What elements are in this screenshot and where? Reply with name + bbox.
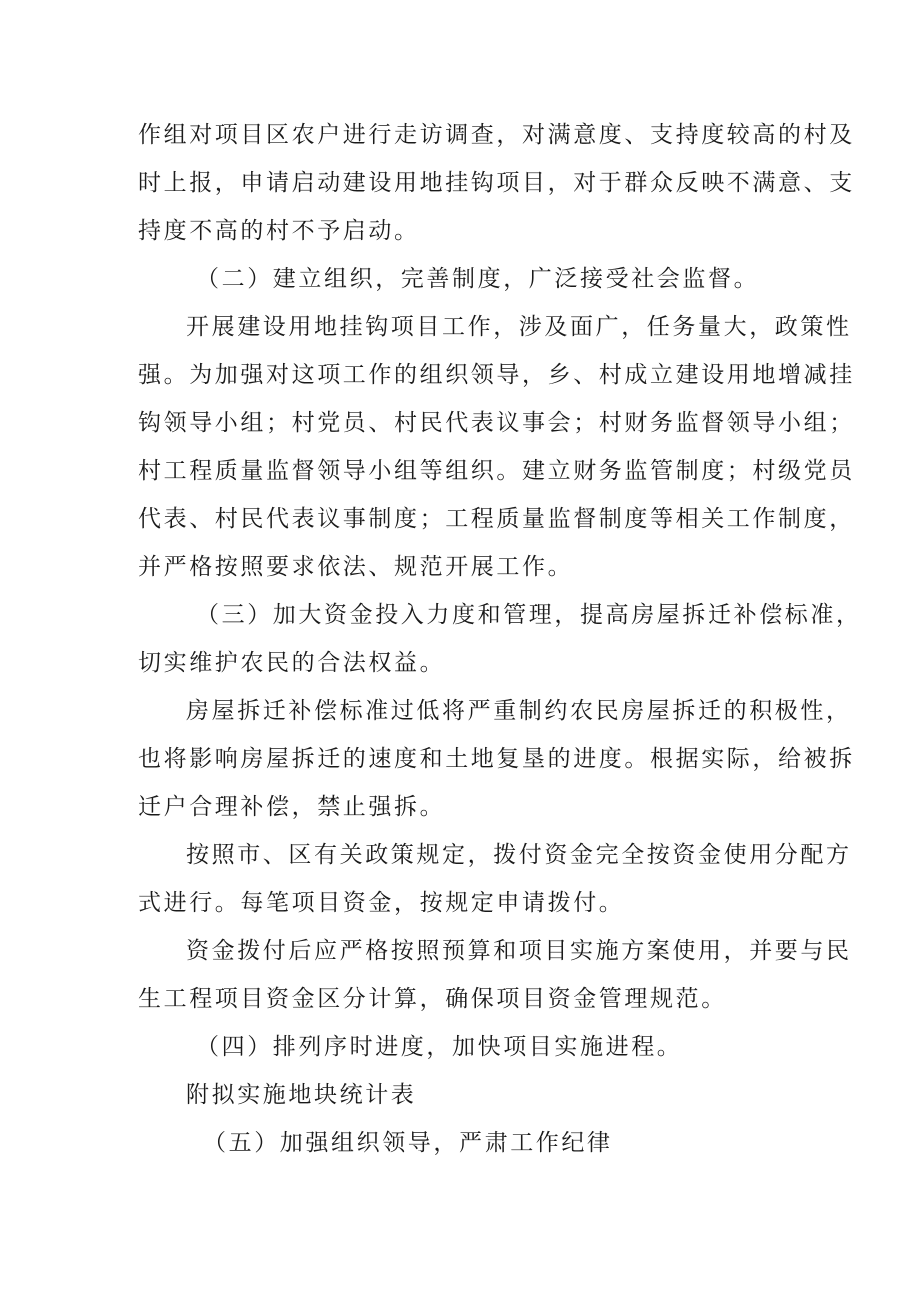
section-heading: （四）排列序时进度，加快项目实施进程。 (196, 1034, 683, 1060)
paragraph-line: 并严格按照要求依法、规范开展工作。 (138, 554, 574, 580)
paragraph-line: 强。为加强对这项工作的组织领导，乡、村成立建设用地增减挂 (138, 362, 855, 388)
paragraph-line: 作组对项目区农户进行走访调查，对满意度、支持度较高的村及 (138, 122, 855, 148)
paragraph-line: 切实维护农民的合法权益。 (138, 650, 446, 676)
paragraph-line: 式进行。每笔项目资金，按规定申请拨付。 (138, 890, 625, 916)
paragraph-line: 时上报，申请启动建设用地挂钩项目，对于群众反映不满意、支 (138, 170, 855, 196)
paragraph-line: 村工程质量监督领导小组等组织。建立财务监管制度；村级党员 (138, 458, 855, 484)
paragraph-line: 代表、村民代表议事制度；工程质量监督制度等相关工作制度， (138, 506, 855, 532)
paragraph-line: 也将影响房屋拆迁的速度和土地复垦的进度。根据实际，给被拆 (138, 746, 855, 772)
paragraph-line: 资金拨付后应严格按照预算和项目实施方案使用，并要与民 (186, 938, 852, 964)
section-heading: （五）加强组织领导，严肃工作纪律 (203, 1130, 613, 1156)
paragraph-line: 迁户合理补偿，禁止强拆。 (138, 794, 446, 820)
section-heading: （三）加大资金投入力度和管理，提高房屋拆迁补偿标准， (196, 602, 862, 628)
paragraph-line: 持度不高的村不予启动。 (138, 218, 420, 244)
paragraph-line: 附拟实施地块统计表 (186, 1082, 417, 1108)
section-heading: （二）建立组织，完善制度，广泛接受社会监督。 (196, 266, 760, 292)
paragraph-line: 开展建设用地挂钩项目工作，涉及面广，任务量大，政策性 (186, 314, 852, 340)
paragraph-line: 按照市、区有关政策规定，拨付资金完全按资金使用分配方 (186, 842, 852, 868)
paragraph-line: 钩领导小组；村党员、村民代表议事会；村财务监督领导小组； (138, 410, 855, 436)
paragraph-line: 房屋拆迁补偿标准过低将严重制约农民房屋拆迁的积极性， (186, 698, 852, 724)
paragraph-line: 生工程项目资金区分计算，确保项目资金管理规范。 (138, 986, 727, 1012)
